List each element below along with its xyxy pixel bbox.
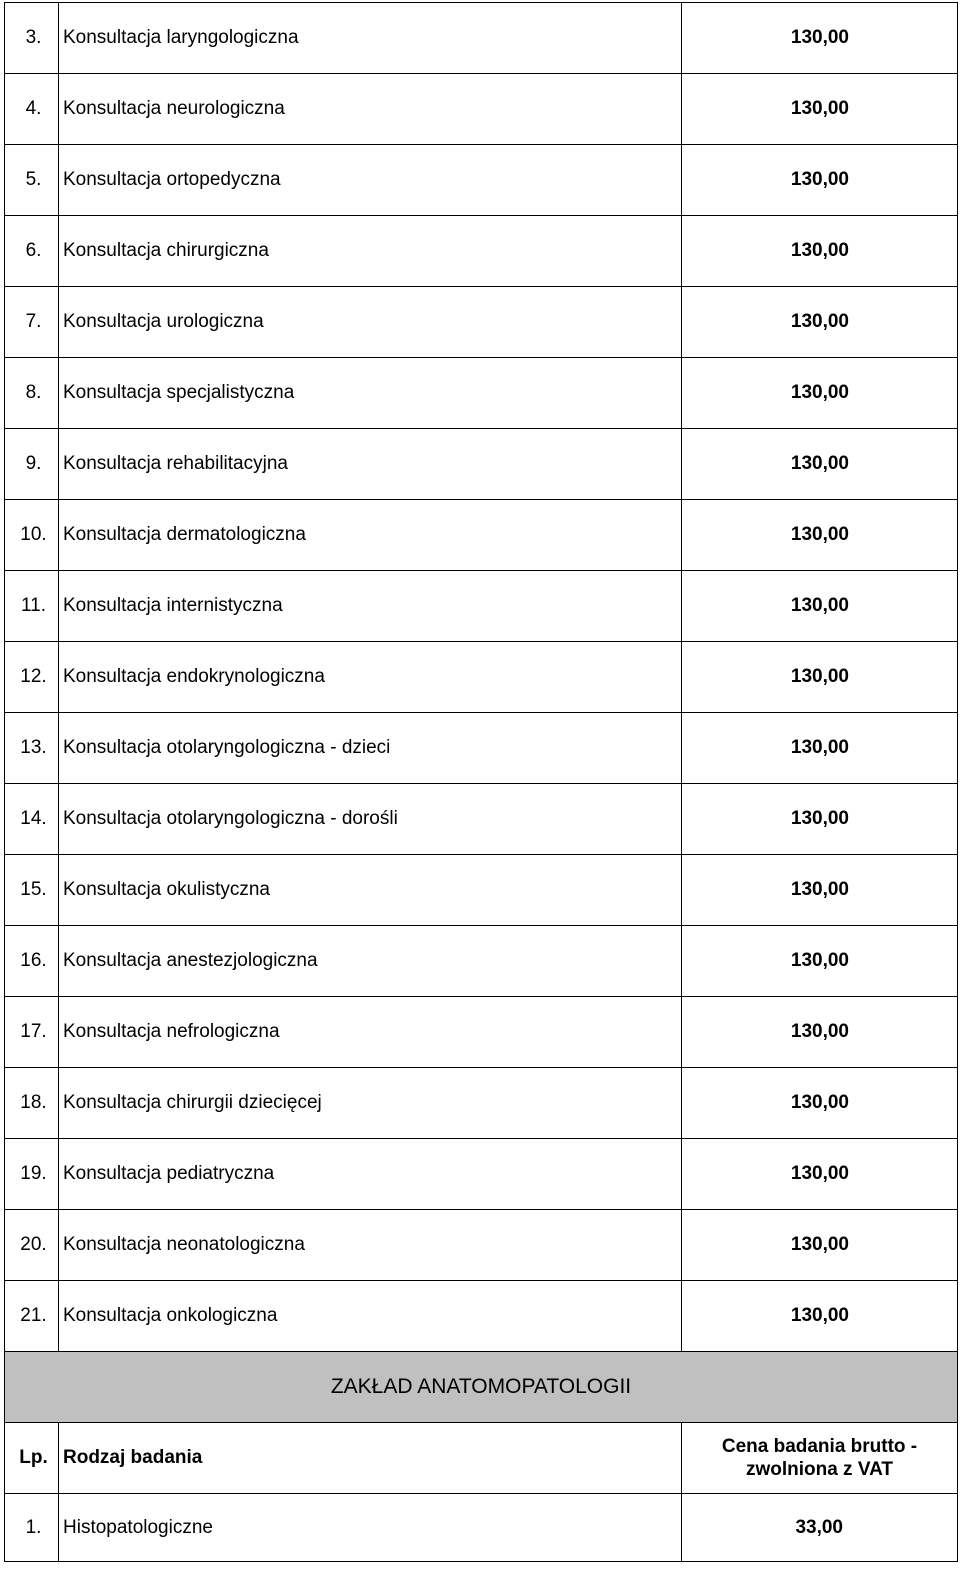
table-row	[5, 571, 958, 642]
table-row	[5, 926, 958, 997]
row-lp: 21.	[5, 1281, 59, 1352]
row-lp: 19.	[5, 1139, 59, 1210]
section-header-row	[5, 1423, 958, 1494]
row-price: 130,00	[682, 642, 958, 713]
row-lp: 4.	[5, 74, 59, 145]
row-name: Konsultacja neonatologiczna	[59, 1210, 682, 1281]
row-price: 130,00	[682, 784, 958, 855]
row-lp: 9.	[5, 429, 59, 500]
table-row	[5, 145, 958, 216]
price-table	[4, 2, 958, 1562]
table-row	[5, 784, 958, 855]
anatomopathology-section	[5, 1352, 958, 1562]
row-price: 130,00	[682, 3, 958, 74]
row-name: Konsultacja urologiczna	[59, 287, 682, 358]
row-lp: 3.	[5, 3, 59, 74]
row-price: 130,00	[682, 1139, 958, 1210]
row-name: Konsultacja rehabilitacyjna	[59, 429, 682, 500]
row-name: Konsultacja laryngologiczna	[59, 3, 682, 74]
section-title-row	[5, 1352, 958, 1423]
row-lp: 11.	[5, 571, 59, 642]
row-price: 130,00	[682, 145, 958, 216]
header-lp: Lp.	[5, 1423, 59, 1494]
table-row	[5, 1494, 958, 1562]
row-price: 130,00	[682, 74, 958, 145]
row-name: Konsultacja pediatryczna	[59, 1139, 682, 1210]
row-lp: 12.	[5, 642, 59, 713]
row-lp: 10.	[5, 500, 59, 571]
row-price: 33,00	[682, 1494, 958, 1562]
row-name: Konsultacja otolaryngologiczna - dorośli	[59, 784, 682, 855]
row-lp: 6.	[5, 216, 59, 287]
row-lp: 13.	[5, 713, 59, 784]
row-lp: 1.	[5, 1494, 59, 1562]
row-price: 130,00	[682, 571, 958, 642]
section-title: ZAKŁAD ANATOMOPATOLOGII	[5, 1352, 958, 1423]
table-row	[5, 713, 958, 784]
row-name: Konsultacja endokrynologiczna	[59, 642, 682, 713]
row-lp: 8.	[5, 358, 59, 429]
row-lp: 17.	[5, 997, 59, 1068]
table-row	[5, 1210, 958, 1281]
header-price-line2: zwolniona z VAT	[745, 1459, 894, 1480]
row-price: 130,00	[682, 997, 958, 1068]
row-name: Konsultacja internistyczna	[59, 571, 682, 642]
row-price: 130,00	[682, 1068, 958, 1139]
row-name: Konsultacja okulistyczna	[59, 855, 682, 926]
row-lp: 18.	[5, 1068, 59, 1139]
table-row	[5, 216, 958, 287]
row-name: Konsultacja anestezjologiczna	[59, 926, 682, 997]
row-name: Histopatologiczne	[59, 1494, 682, 1562]
row-name: Konsultacja chirurgii dziecięcej	[59, 1068, 682, 1139]
table-row	[5, 1281, 958, 1352]
table-row	[5, 3, 958, 74]
row-price: 130,00	[682, 358, 958, 429]
row-name: Konsultacja ortopedyczna	[59, 145, 682, 216]
table-row	[5, 997, 958, 1068]
table-row	[5, 1068, 958, 1139]
row-lp: 14.	[5, 784, 59, 855]
table-row	[5, 358, 958, 429]
row-name: Konsultacja dermatologiczna	[59, 500, 682, 571]
price-list-sheet	[4, 2, 957, 1562]
table-row	[5, 74, 958, 145]
row-name: Konsultacja nefrologiczna	[59, 997, 682, 1068]
row-name: Konsultacja onkologiczna	[59, 1281, 682, 1352]
row-name: Konsultacja chirurgiczna	[59, 216, 682, 287]
header-price-line1: Cena badania brutto -	[721, 1436, 918, 1457]
row-price: 130,00	[682, 926, 958, 997]
row-price: 130,00	[682, 216, 958, 287]
table-row	[5, 1139, 958, 1210]
row-lp: 7.	[5, 287, 59, 358]
table-row	[5, 855, 958, 926]
row-price: 130,00	[682, 287, 958, 358]
row-price: 130,00	[682, 500, 958, 571]
row-price: 130,00	[682, 1210, 958, 1281]
table-row	[5, 500, 958, 571]
row-lp: 20.	[5, 1210, 59, 1281]
header-name: Rodzaj badania	[59, 1423, 682, 1494]
consultations-body	[5, 3, 958, 1352]
row-price: 130,00	[682, 1281, 958, 1352]
row-lp: 16.	[5, 926, 59, 997]
row-price: 130,00	[682, 713, 958, 784]
row-price: 130,00	[682, 855, 958, 926]
row-lp: 5.	[5, 145, 59, 216]
table-row	[5, 642, 958, 713]
row-name: Konsultacja otolaryngologiczna - dzieci	[59, 713, 682, 784]
row-name: Konsultacja neurologiczna	[59, 74, 682, 145]
header-price	[682, 1423, 958, 1494]
row-name: Konsultacja specjalistyczna	[59, 358, 682, 429]
table-row	[5, 287, 958, 358]
row-lp: 15.	[5, 855, 59, 926]
table-row	[5, 429, 958, 500]
row-price: 130,00	[682, 429, 958, 500]
